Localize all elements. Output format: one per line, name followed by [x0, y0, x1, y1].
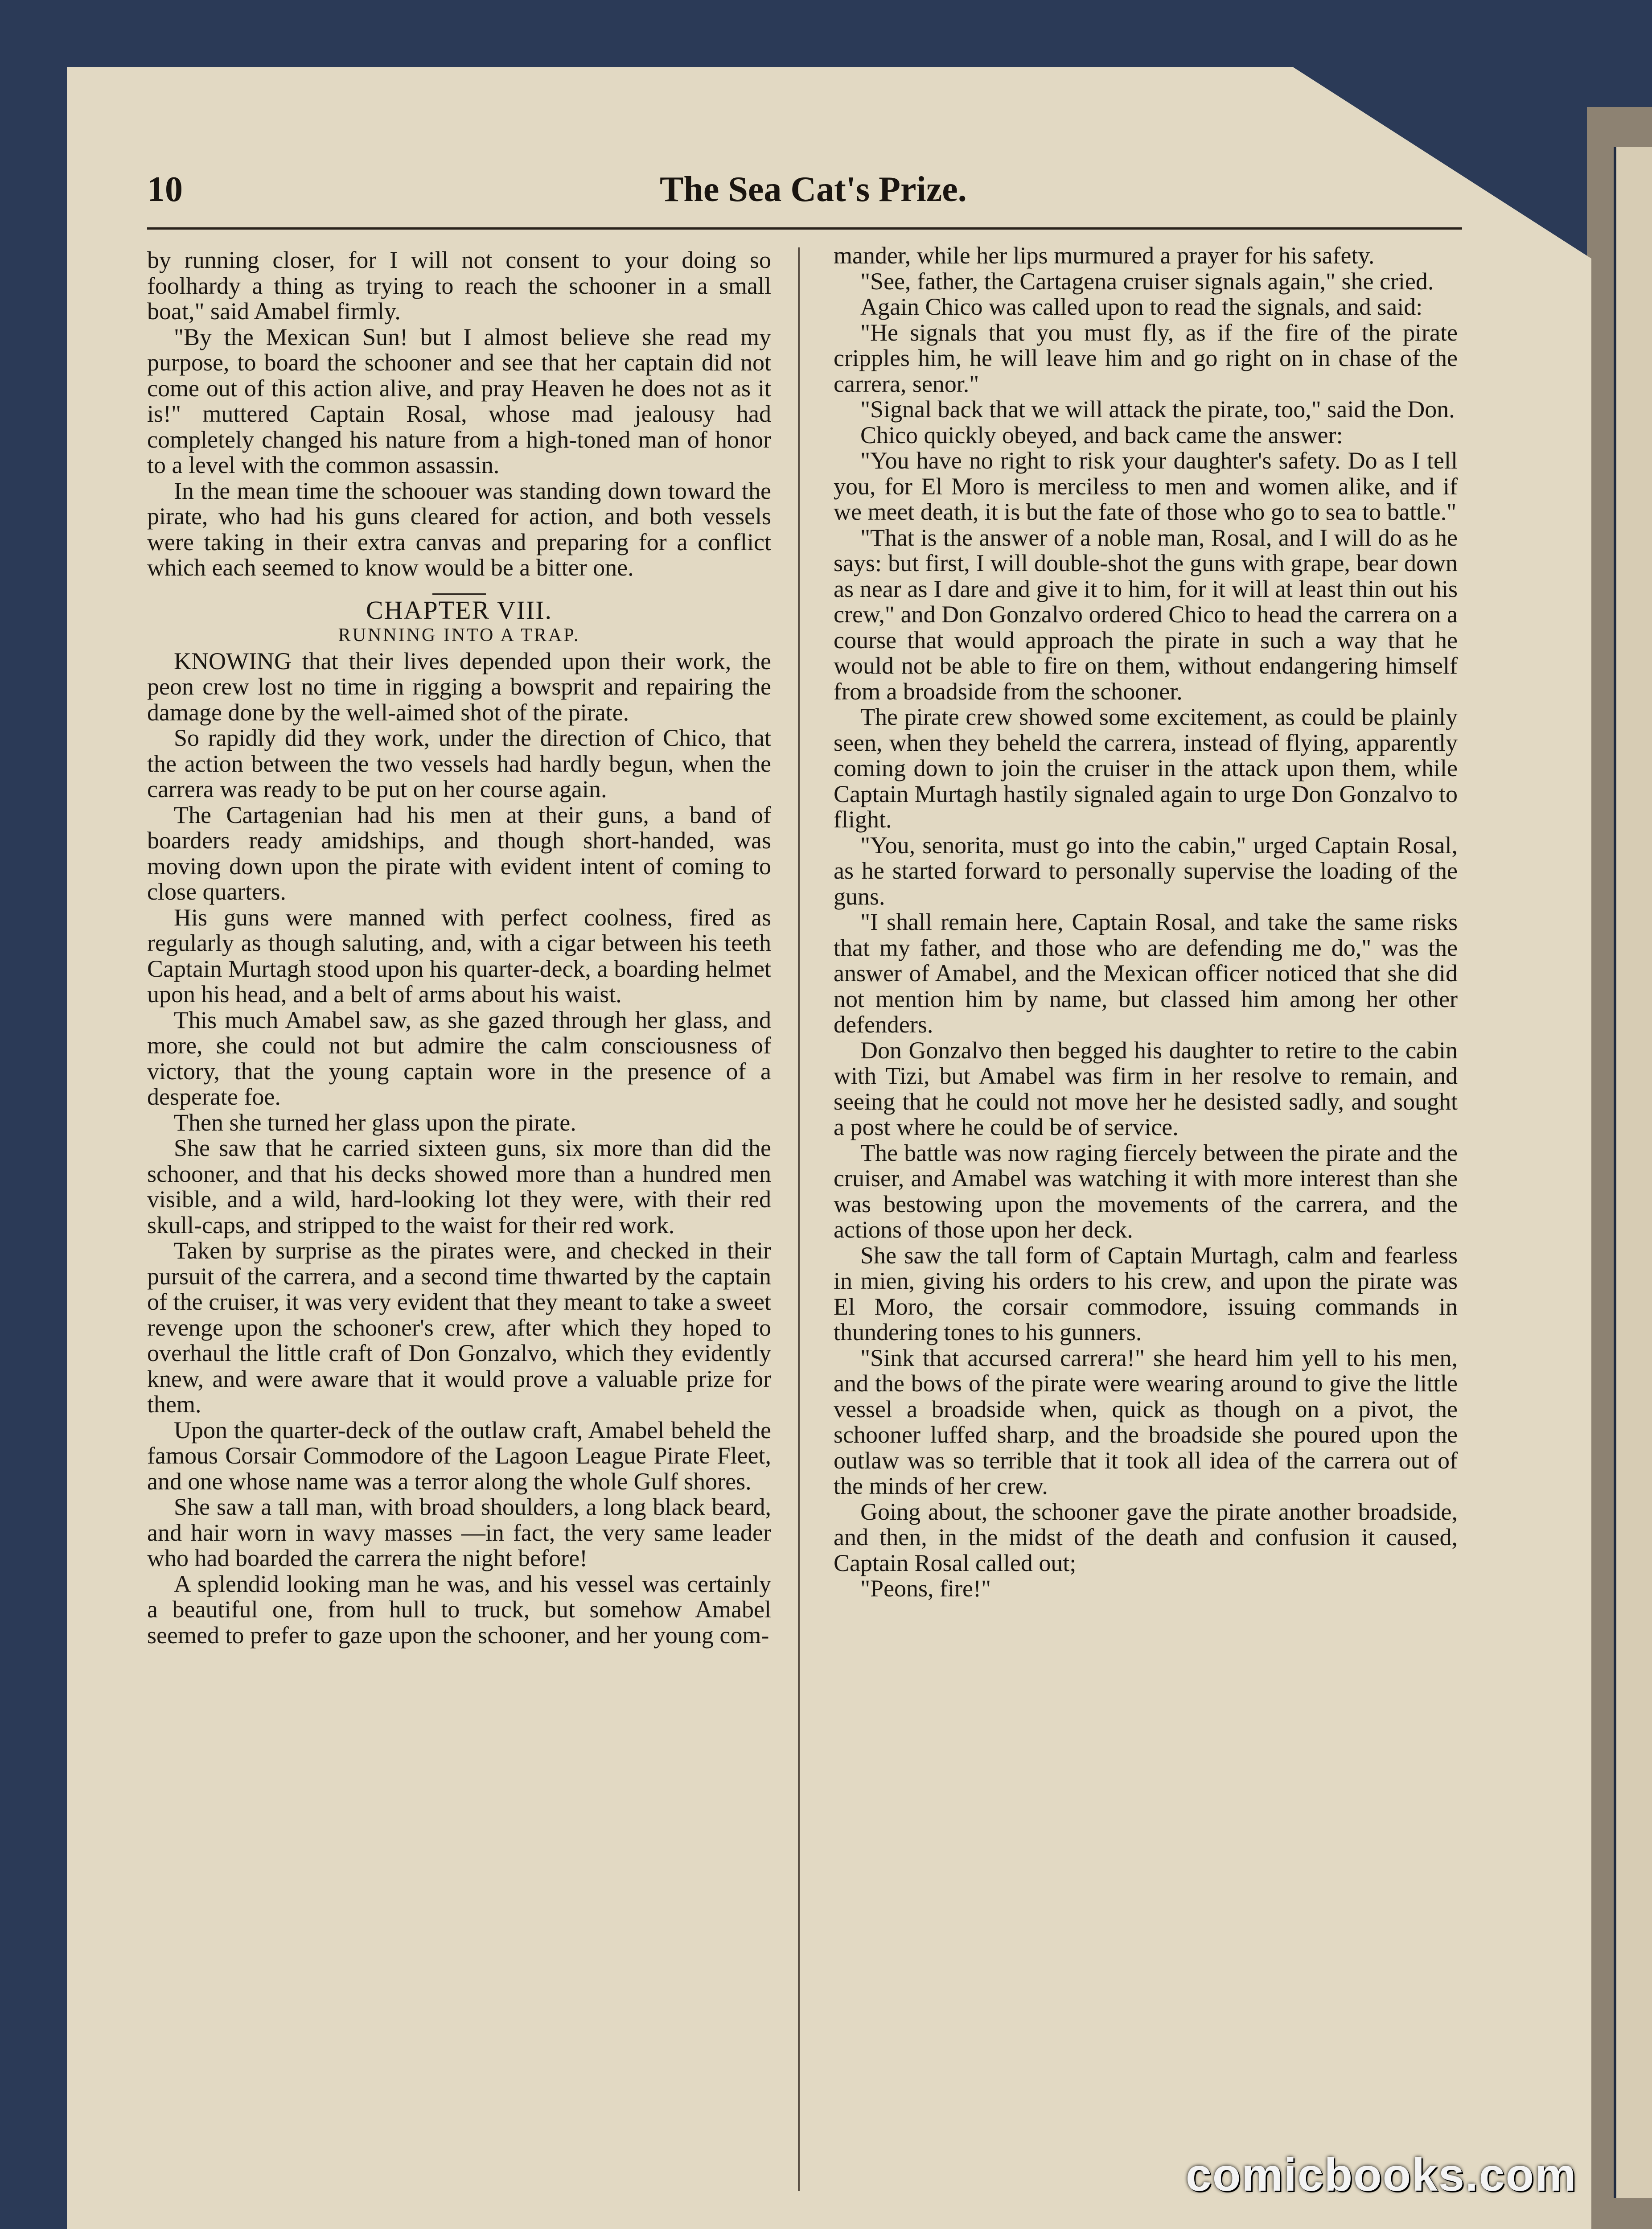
- chapter-rule: [432, 593, 486, 595]
- page-number: 10: [147, 170, 183, 209]
- paragraph: "By the Mexican Sun! but I almost believe she read my purpose, to board the schooner and see that her captain did not come out of this action alive, and pray Heaven he does not as it is!" muttered Captain Rosal, whose mad jealousy had completely changed his nature from a high-toned man of honor to a level with the common assassin.: [147, 323, 771, 478]
- running-title: The Sea Cat's Prize.: [660, 170, 967, 209]
- paragraph: She saw that he carried sixteen guns, six more than did the schooner, and that his decks showed more than a hundred men visible, and a wild, hard-looking lot they were, with their red skull-caps, and stripped to the waist for their red work.: [147, 1135, 771, 1238]
- paragraph: Upon the quarter-deck of the outlaw craft, Amabel beheld the famous Corsair Commodore of the Lagoon League Pirate Fleet, and one whose name was a terror along the whole Gulf shores.: [147, 1416, 771, 1495]
- paragraph: The Cartagenian had his men at their guns, a band of boarders ready amidships, and though short-handed, was moving down upon the pirate with evident intent of coming to close quarters.: [147, 801, 771, 905]
- paragraph: "Peons, fire!": [860, 1575, 991, 1602]
- paragraph: "Sink that accursed carrera!" she heard him yell to his men, and the bows of the pirate were wearing around to give the little vessel a broadside when, quick as though on a pivot, the schooner luffed sharp, and the broadside she poured upon the outlaw was so terrible that it took all idea of the carrera out of the minds of her crew.: [834, 1344, 1458, 1499]
- paragraph: Going about, the schooner gave the pirate another broadside, and then, in the midst of the death and confusion it caused, Captain Rosal called out;: [834, 1498, 1458, 1576]
- paragraph: The pirate crew showed some excitement, as could be plainly seen, when they beheld the carrera, instead of flying, apparently coming down to join the cruiser in the attack upon them, while Captain Murtagh hastily signaled again to urge Don Gonzalvo to flight.: [834, 703, 1458, 833]
- paragraph: by running closer, for I will not consent to your doing so foolhardy a thing as trying to reach the schooner in a small boat," said Amabel firmly.: [147, 247, 771, 325]
- paragraph: A splendid looking man he was, and his vessel was certainly a beautiful one, from hull to truck, but somehow Amabel seemed to prefer to gaze upon the schooner, and her young com-: [147, 1570, 771, 1649]
- chapter-title: CHAPTER VIII.: [366, 595, 553, 625]
- paragraph: In the mean time the schoouer was standing down toward the pirate, who had his guns cleared for action, and both vessels were taking in their extra canvas and preparing for a conflict which each seemed to know would be a bitter one.: [147, 477, 771, 581]
- paragraph: Again Chico was called upon to read the signals, and said:: [860, 293, 1423, 320]
- paragraph: This much Amabel saw, as she gazed through her glass, and more, she could not but admire the calm consciousness of victory, that the young captain wore in the presence of a desperate foe.: [147, 1006, 771, 1110]
- paragraph: "You have no right to risk your daughter's safety. Do as I tell you, for El Moro is merciless to men and women alike, and if we meet death, it is but the fate of those who go to sea to battle.": [834, 447, 1458, 525]
- paragraph: KNOWING that their lives depended upon their work, the peon crew lost no time in rigging a bowsprit and repairing the damage done by the well-aimed shot of the pirate.: [147, 647, 771, 726]
- paragraph: Taken by surprise as the pirates were, and checked in their pursuit of the carrera, and a second time thwarted by the captain of the cruiser, it was very evident that they meant to take a sweet revenge upon the schooner's crew, after which they hoped to overhaul the little craft of Don Gonzalvo, which they evidently knew, and were aware that it would prove a valuable prize for them.: [147, 1237, 771, 1418]
- paragraph: So rapidly did they work, under the direction of Chico, that the action between the two vessels had hardly begun, when the carrera was ready to be put on her course again.: [147, 724, 771, 802]
- chapter-subtitle: RUNNING INTO A TRAP.: [338, 625, 580, 646]
- paragraph: His guns were manned with perfect coolness, fired as regularly as though saluting, and, with a cigar between his teeth Captain Murtagh stood upon his quarter-deck, a boarding helmet upon his head, and a belt of arms about his waist.: [147, 904, 771, 1008]
- paragraph: She saw the tall form of Captain Murtagh, calm and fearless in mien, giving his orders to his crew, and upon the pirate was El Moro, the corsair commodore, issuing commands in thundering tones to his gunners.: [834, 1242, 1458, 1345]
- paragraph: "You, senorita, must go into the cabin," urged Captain Rosal, as he started forward to personally supervise the loading of the guns.: [834, 831, 1458, 910]
- next-page-edge: [1614, 147, 1652, 2198]
- paragraph: "I shall remain here, Captain Rosal, and take the same risks that my father, and those who are defending me do," was the answer of Amabel, and the Mexican officer noticed that she did not mention him by name, but classed him among her other defenders.: [834, 909, 1458, 1038]
- paragraph: "That is the answer of a noble man, Rosal, and I will do as he says: but first, I will double-shot the guns with grape, bear down as near as I dare and give it to him, for it will at least thin out his crew," and Don Gonzalvo ordered Chico to head the carrera on a course that would approach the pirate in such a way that he would not be able to fire on them, without endangering himself from a broadside from the schooner.: [834, 524, 1458, 705]
- paragraph: She saw a tall man, with broad shoulders, a long black beard, and hair worn in wavy masses —in fact, the very same leader who had boarded the carrera the night before!: [147, 1493, 771, 1571]
- column-divider: [798, 247, 800, 2191]
- right-column: [834, 243, 1458, 1602]
- page-header: [147, 169, 1484, 218]
- paragraph: The battle was now raging fiercely between the pirate and the cruiser, and Amabel was watching it with more interest than she was bestowing upon the movements of the carrera, and the actions of those upon her deck.: [834, 1139, 1458, 1243]
- paragraph: "See, father, the Cartagena cruiser signals again," she cried.: [860, 267, 1434, 295]
- left-column: [147, 247, 771, 1648]
- paragraph: Chico quickly obeyed, and back came the answer:: [860, 421, 1343, 448]
- paragraph: "Signal back that we will attack the pirate, too," said the Don.: [860, 396, 1455, 423]
- paragraph: "He signals that you must fly, as if the fire of the pirate cripples him, he will leave him and go right on in chase of the carrera, senor.": [834, 319, 1458, 397]
- paragraph: Don Gonzalvo then begged his daughter to retire to the cabin with Tizi, but Amabel was firm in her resolve to remain, and seeing that he could not move her he desisted sadly, and sought a post where he could be of service.: [834, 1036, 1458, 1140]
- paragraph: mander, while her lips murmured a prayer for his safety.: [834, 242, 1375, 269]
- header-rule: [147, 227, 1462, 230]
- paragraph: Then she turned her glass upon the pirate.: [174, 1109, 576, 1136]
- watermark: comicbooks.com: [1186, 2149, 1577, 2201]
